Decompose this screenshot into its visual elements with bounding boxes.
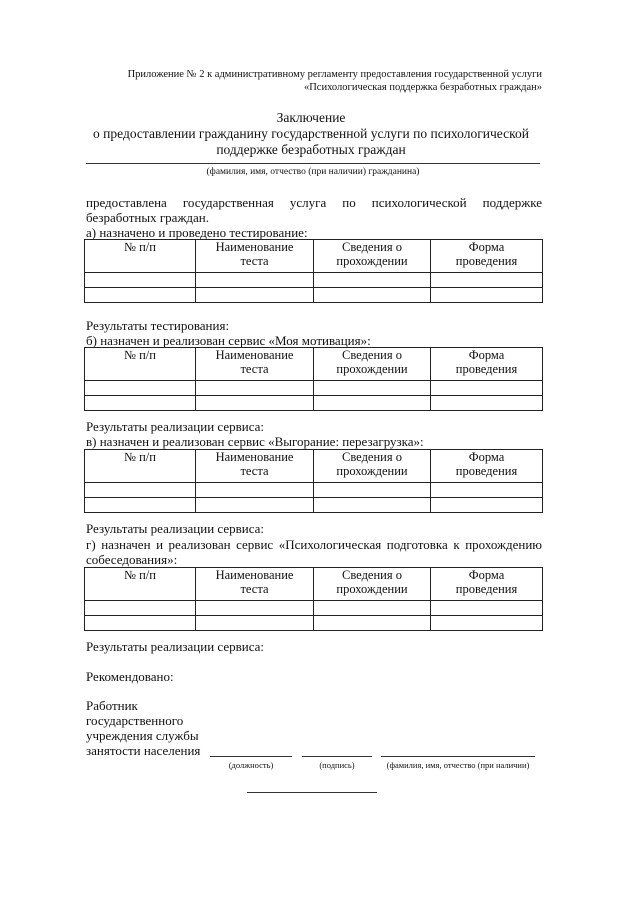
section-b-heading: б) назначен и реализован сервис «Моя мотивация»: <box>86 333 371 348</box>
table-row <box>85 616 543 631</box>
title-line3: поддержке безработных граждан <box>216 142 406 157</box>
intro-line1: предоставлена государственная услуга по психологической поддержке <box>86 195 542 210</box>
citizen-name-caption: (фамилия, имя, отчество (при наличии) гражданина) <box>206 167 420 177</box>
header-info: Сведения о прохождении <box>314 240 431 273</box>
header-name: Наименование теста <box>196 450 314 483</box>
section-d-heading-line1: г) назначен и реализован сервис «Психологическая подготовка к прохождению <box>86 537 542 552</box>
position-line <box>210 756 292 757</box>
burnout-table <box>84 449 543 513</box>
employee-label-line4: занятости населения <box>86 743 201 758</box>
testing-table <box>84 239 543 303</box>
header-num: № п/п <box>85 348 196 381</box>
section-a-results: Результаты тестирования: <box>86 318 230 333</box>
header-form: Форма проведения <box>431 240 543 273</box>
table-row <box>85 483 543 498</box>
header-name: Наименование теста <box>196 568 314 601</box>
section-d-results: Результаты реализации сервиса: <box>86 639 265 654</box>
employee-label-line3: учреждения службы <box>86 728 199 743</box>
citizen-name-line <box>86 163 540 164</box>
title-line1: Заключение <box>276 110 346 125</box>
intro-line2: безработных граждан. <box>86 210 210 225</box>
header-form: Форма проведения <box>431 568 543 601</box>
header-num: № п/п <box>85 240 196 273</box>
header-info: Сведения о прохождении <box>314 450 431 483</box>
document-title <box>80 110 542 158</box>
header-form: Форма проведения <box>431 348 543 381</box>
table-header-row <box>85 568 543 601</box>
title-line2: о предоставлении гражданину государственной услуги по психологической <box>93 126 529 141</box>
recommended-label: Рекомендовано: <box>86 669 174 684</box>
table-row <box>85 601 543 616</box>
table-row <box>85 288 543 303</box>
header-info: Сведения о прохождении <box>314 348 431 381</box>
header-name: Наименование теста <box>196 240 314 273</box>
header-form: Форма проведения <box>431 450 543 483</box>
appendix-note <box>80 68 542 94</box>
section-a-heading: а) назначено и проведено тестирование: <box>86 225 308 240</box>
appendix-note-line2: «Психологическая поддержка безработных граждан» <box>303 82 542 93</box>
table-row <box>85 381 543 396</box>
appendix-note-line1: Приложение № 2 к административному регламенту предоставления государственной услуги <box>127 69 542 80</box>
motivation-table <box>84 347 543 411</box>
section-b-results: Результаты реализации сервиса: <box>86 419 265 434</box>
table-row <box>85 273 543 288</box>
table-header-row <box>85 240 543 273</box>
table-header-row <box>85 348 543 381</box>
employee-label-line2: государственного <box>86 713 184 728</box>
header-num: № п/п <box>85 568 196 601</box>
bottom-line <box>247 792 377 793</box>
employee-label-line1: Работник <box>86 698 138 713</box>
interview-prep-table <box>84 567 543 631</box>
signature-caption: (подпись) <box>319 760 355 770</box>
signature-line <box>302 756 372 757</box>
fio-line <box>381 756 535 757</box>
header-num: № п/п <box>85 450 196 483</box>
section-c-heading: в) назначен и реализован сервис «Выгорание: перезагрузка»: <box>86 434 424 449</box>
fio-caption: (фамилия, имя, отчество (при наличии) <box>386 760 530 770</box>
section-d-heading-line2: собеседования»: <box>86 552 178 567</box>
employee-label <box>86 698 200 758</box>
header-name: Наименование теста <box>196 348 314 381</box>
position-caption: (должность) <box>228 760 274 770</box>
table-row <box>85 498 543 513</box>
table-header-row <box>85 450 543 483</box>
header-info: Сведения о прохождении <box>314 568 431 601</box>
table-row <box>85 396 543 411</box>
section-c-results: Результаты реализации сервиса: <box>86 521 265 536</box>
